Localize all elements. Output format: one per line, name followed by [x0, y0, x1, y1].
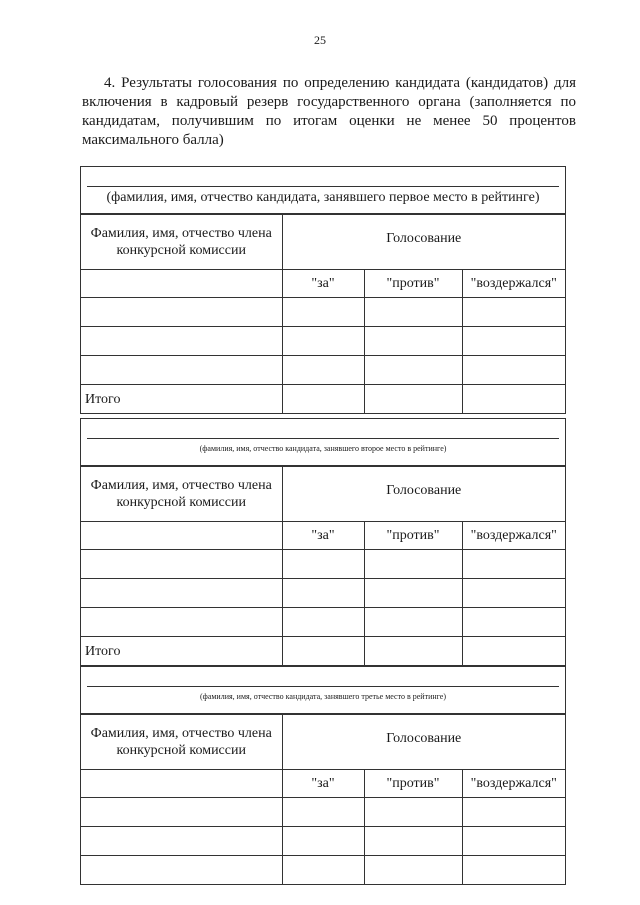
against-header: "против"	[364, 522, 462, 550]
table-cell	[81, 522, 282, 550]
table-row	[81, 550, 565, 579]
section-heading: 4. Результаты голосования по определению кандидата (кандидатов) для включения в кадровый резерв государственного органа (заполняется по кандидатам, получившим по итогам оценки не менее 50 процентов максимального балла)	[82, 75, 576, 148]
table-row	[81, 608, 565, 637]
candidate-caption-1	[81, 167, 565, 214]
table-row	[81, 356, 565, 385]
fill-in-line	[87, 438, 559, 439]
for-header: "за"	[282, 270, 364, 298]
voting-header: Голосование	[282, 467, 565, 522]
table-row	[81, 856, 565, 885]
votes-grid	[81, 466, 565, 665]
total-label: Итого	[81, 637, 282, 666]
abstained-header: "воздержался"	[462, 522, 565, 550]
caption-text: (фамилия, имя, отчество кандидата, занявшего третье место в рейтинге)	[199, 692, 447, 701]
for-header: "за"	[282, 770, 364, 798]
candidate-caption-2	[81, 419, 565, 466]
member-header: Фамилия, имя, отчество члена конкурсной комиссии	[81, 467, 282, 522]
fill-in-line	[87, 686, 559, 687]
table-row	[81, 827, 565, 856]
for-header: "за"	[282, 522, 364, 550]
votes-grid	[81, 714, 565, 884]
total-label: Итого	[81, 385, 282, 414]
member-header: Фамилия, имя, отчество члена конкурсной комиссии	[81, 715, 282, 770]
caption-text: (фамилия, имя, отчество кандидата, занявшего первое место в рейтинге)	[106, 190, 540, 205]
abstained-header: "воздержался"	[462, 770, 565, 798]
abstained-header: "воздержался"	[462, 270, 565, 298]
fill-in-line	[87, 186, 559, 187]
voting-header: Голосование	[282, 215, 565, 270]
total-row	[81, 385, 565, 414]
voting-table-2	[80, 418, 566, 666]
total-row	[81, 637, 565, 666]
table-row	[81, 579, 565, 608]
table-cell	[81, 770, 282, 798]
candidate-caption-3	[81, 667, 565, 714]
table-row	[81, 327, 565, 356]
page-number: 25	[314, 33, 326, 47]
voting-table-3	[80, 666, 566, 885]
votes-grid	[81, 214, 565, 413]
caption-text: (фамилия, имя, отчество кандидата, занявшего второе место в рейтинге)	[199, 444, 447, 453]
against-header: "против"	[364, 270, 462, 298]
against-header: "против"	[364, 770, 462, 798]
voting-header: Голосование	[282, 715, 565, 770]
table-row	[81, 298, 565, 327]
voting-table-1	[80, 166, 566, 414]
table-row	[81, 798, 565, 827]
member-header: Фамилия, имя, отчество члена конкурсной комиссии	[81, 215, 282, 270]
table-cell	[81, 270, 282, 298]
